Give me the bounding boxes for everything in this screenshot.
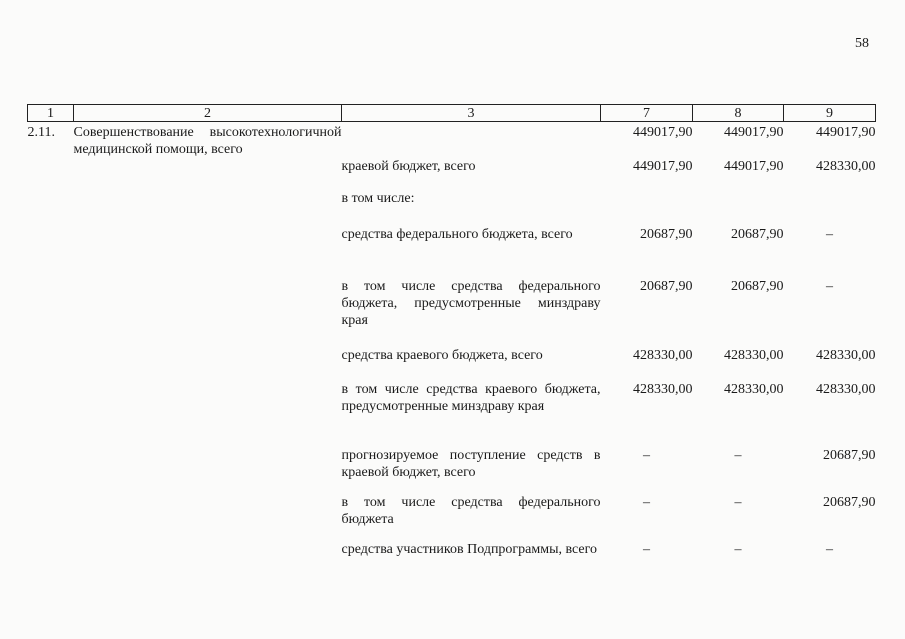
value-col-8: 20687,90	[731, 279, 784, 294]
budget-table	[27, 104, 876, 581]
row-description: в том числе средства федерального бюджета, предусмотренные минздраву края	[341, 279, 601, 328]
value-col-8: –	[734, 542, 742, 557]
value-col-8: 20687,90	[731, 227, 784, 242]
value-col-9: 20687,90	[823, 448, 876, 463]
value-col-9: –	[826, 227, 833, 242]
row-description: средства федерального бюджета, всего	[341, 227, 573, 242]
row-description	[342, 122, 601, 159]
column-header-8: 8	[693, 105, 784, 122]
column-header-9: 9	[784, 105, 876, 122]
value-col-9: 428330,00	[816, 348, 876, 363]
value-col-9	[784, 190, 876, 226]
column-header-3: 3	[342, 105, 601, 122]
value-col-8: 449017,90	[724, 159, 784, 174]
value-col-8: –	[734, 495, 742, 510]
value-col-7: 20687,90	[640, 279, 693, 294]
value-col-9: 20687,90	[823, 495, 876, 510]
value-col-7: 428330,00	[633, 382, 693, 397]
row-description: прогнозируемое поступление средств в краевой бюджет, всего	[341, 448, 601, 480]
column-number-header-row	[28, 105, 876, 122]
value-col-7: 449017,90	[633, 125, 693, 140]
row-description: в том числе средства федерального бюджета	[341, 495, 601, 527]
value-col-7: –	[643, 542, 650, 557]
value-col-9: 449017,90	[816, 125, 876, 140]
item-number: 2.11.	[27, 125, 55, 140]
column-header-2: 2	[74, 105, 342, 122]
value-col-7	[601, 190, 693, 226]
value-col-9: 428330,00	[816, 159, 876, 174]
table-row	[28, 122, 876, 159]
value-col-8: 449017,90	[724, 125, 784, 140]
row-description: краевой бюджет, всего	[341, 159, 476, 174]
value-col-9: –	[826, 542, 833, 557]
value-col-7: –	[643, 448, 650, 463]
row-description: средства участников Подпрограммы, всего	[341, 542, 598, 557]
value-col-8: 428330,00	[724, 348, 784, 363]
item-name: Совершенствование высокотехнологичной медицинской помощи, всего	[73, 125, 342, 157]
row-description: средства краевого бюджета, всего	[341, 348, 543, 363]
column-header-1: 1	[28, 105, 74, 122]
value-col-8: –	[734, 448, 742, 463]
column-header-7: 7	[601, 105, 693, 122]
row-description: в том числе:	[341, 191, 415, 206]
page-number: 58	[855, 36, 869, 51]
value-col-9: 428330,00	[816, 382, 876, 397]
row-description: в том числе средства краевого бюджета, предусмотренные минздраву края	[341, 382, 601, 414]
value-col-7: –	[643, 495, 650, 510]
value-col-7: 20687,90	[640, 227, 693, 242]
value-col-7: 428330,00	[633, 348, 693, 363]
value-col-8: 428330,00	[724, 382, 784, 397]
value-col-8	[693, 190, 784, 226]
value-col-9: –	[826, 279, 833, 294]
value-col-7: 449017,90	[633, 159, 693, 174]
